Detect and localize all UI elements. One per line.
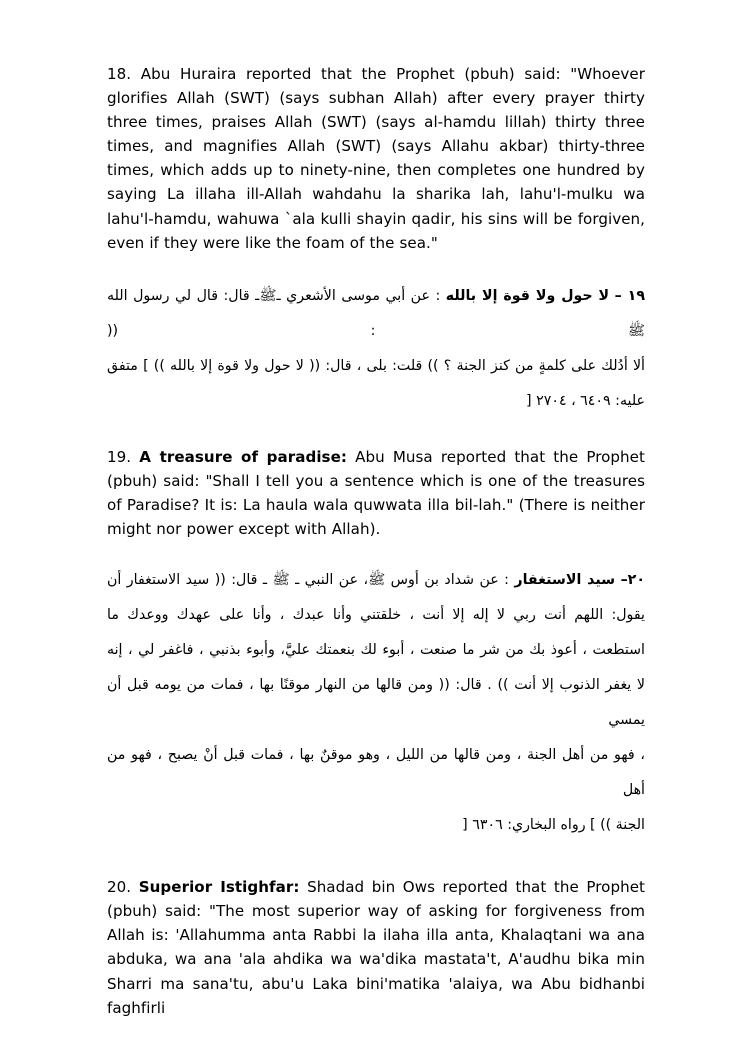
hadith-18-paragraph: 18. Abu Huraira reported that the Prophet (pbuh) said: "Whoever glorifies Allah (SWT) (says subhan Allah) after every prayer thirty three times, praises Allah (SWT) (says al-hamdu lillah) thirty three times, and magnifies Allah (SWT) (says Allahu akbar) thirty-three times, which adds up to ninety-nine, then completes one hundred by saying La illaha ill-Allah wahdahu la sharika lah, lahu'l-mulku wa lahu'l-hamdu, wahuwa `ala kulli shayin qadir, his sins will be forgiven, even if they were like the foam of the sea." [107, 65, 645, 252]
hadith-20-arabic-block [107, 563, 645, 843]
hadith-19-title: A treasure of paradise: [139, 447, 347, 466]
hadith-20-arabic-line-2: يقول: اللهم أنت ربي لا إله إلا أنت ، خلقتني وأنا عبدك ، وأنا على عهدك ووعدك ما [107, 607, 645, 624]
hadith-20-arabic-line-1-rest: : عن شداد بن أوس ﷺ، عن النبي ـ ﷺ ـ قال: (( سيد الاستغفار أن [107, 572, 509, 589]
hadith-19-arabic-line-2: ألا أدُلك على كلمةٍ من كنز الجنة ؟ )) قلت: بلى ، قال: (( لا حول ولا قوة إلا بالله )) ] متفق [107, 357, 645, 374]
hadith-19-arabic-line-1-rest: : عن أبي موسى الأشعري ـﷺـ قال: قال لي رسول الله ﷺ : (( [107, 287, 645, 339]
hadith-19-arabic-title: لا حول ولا قوة إلا بالله [445, 287, 610, 304]
hadith-19-arabic-number: ١٩ – [614, 287, 645, 304]
spacer [107, 419, 645, 445]
hadith-20-arabic-line-3: استطعت ، أعوذ بك من شر ما صنعت ، أبوء لك بنعمتك عليَّ، وأبوء بذنبي ، فاغفر لي ، إنه [107, 642, 645, 659]
hadith-20-arabic-reference: الجنة )) ] رواه البخاري: ٦٣٠٦ [ [462, 817, 645, 834]
hadith-20-paragraph [107, 875, 645, 1020]
hadith-19-arabic-reference: عليه: ٦٤٠٩ ، ٢٧٠٤ [ [526, 392, 645, 409]
hadith-19-arabic-block [107, 279, 645, 419]
hadith-19-number: 19. [107, 447, 132, 466]
spacer [107, 843, 645, 875]
hadith-20-arabic-line-4: لا يغفر الذنوب إلا أنت )) . قال: (( ومن قالها من النهار موقنًا بها ، فمات من يومه قبل أن يمسي [107, 677, 645, 729]
spacer [107, 255, 645, 279]
hadith-19-paragraph [107, 445, 645, 541]
hadith-20-arabic-title: سيد الاستغفار [514, 572, 616, 589]
hadith-20-title: Superior Istighfar: [138, 878, 300, 897]
hadith-19-arabic-line-1 [107, 279, 645, 349]
hadith-20-arabic-number: ٢٠– [620, 572, 645, 589]
page-content [107, 62, 645, 1020]
hadith-20-number: 20. [107, 878, 132, 897]
hadith-19-body: Abu Musa reported that the Prophet (pbuh) said: "Shall I tell you a sentence which is one of the treasures of Paradise? It is: La haula wala quwwata illa bil-lah." (There is neither might nor power except with Allah). [107, 447, 645, 539]
hadith-20-arabic-line-1 [107, 563, 645, 598]
hadith-20-arabic-line-5: ، فهو من أهل الجنة ، ومن قالها من الليل ، وهو موقنٌ بها ، فمات قبل أنْ يصبح ، فهو من أهل [107, 747, 645, 799]
spacer [107, 541, 645, 563]
hadith-20-body: Shadad bin Ows reported that the Prophet (pbuh) said: "The most superior way of asking for forgiveness from Allah is: 'Allahumma anta Rabbi la ilaha illa anta, Khalaqtani wa ana abduka, wa ana 'ala ahdika wa wa'dika mastata't, A'audhu bika min Sharri ma sana'tu, abu'u Laka bini'matika 'alaiya, wa Abu bidhanbi faghfirli [107, 878, 645, 1017]
